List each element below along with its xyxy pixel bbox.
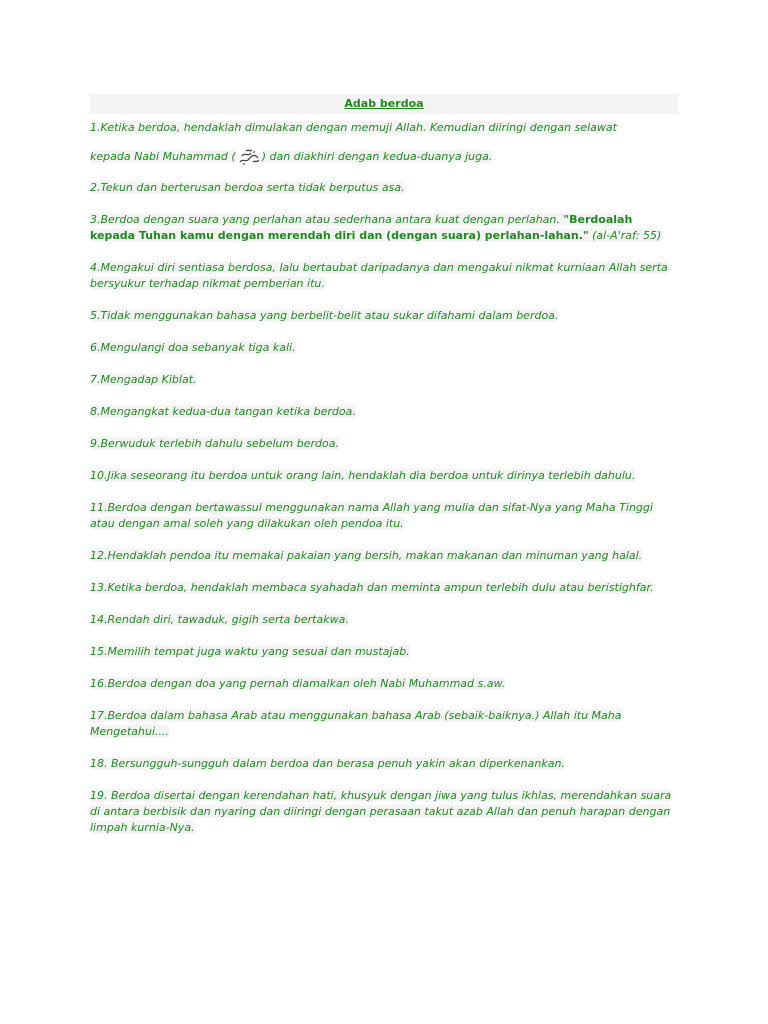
list-item-16 [90,676,678,692]
list-item-text: kepada Nabi Muhammad ( [90,150,236,163]
list-item-17 [90,708,678,740]
list-item-12 [90,548,678,564]
list-item-8 [90,404,678,420]
list-item-text: 3.Berdoa dengan suara yang perlahan atau sederhana antara kuat dengan perlahan. [90,213,564,226]
list-item-1-continued [90,148,678,166]
list-item-3 [90,212,678,244]
list-item-19 [90,788,678,836]
list-item-7 [90,372,678,388]
list-item-text: 10.Jika seseorang itu berdoa untuk orang lain, hendaklah dia berdoa untuk dirinya terlebih dahulu. [90,469,636,482]
list-item-5 [90,308,678,324]
list-item-text: 7.Mengadap Kiblat. [90,373,197,386]
list-item-text: 18. Bersungguh-sungguh dalam berdoa dan berasa penuh yakin akan diperkenankan. [90,757,565,770]
list-item-text: 17.Berdoa dalam bahasa Arab atau menggunakan bahasa Arab (sebaik-baiknya.) Allah itu Maha Mengetahui.... [90,709,622,738]
list-item-text: 11.Berdoa dengan bertawassul menggunakan nama Allah yang mulia dan sifat-Nya yang Maha Tinggi atau dengan amal soleh yang dilakukan oleh pendoa itu. [90,501,653,530]
list-item-18 [90,756,678,772]
list-item-text: 15.Memilih tempat juga waktu yang sesuai dan mustajab. [90,645,410,658]
list-item-text: 5.Tidak menggunakan bahasa yang berbelit-belit atau sukar difahami dalam berdoa. [90,309,559,322]
list-item-4 [90,260,678,292]
page-title: Adab berdoa [344,97,424,110]
list-item-11 [90,500,678,532]
list-item-text: 2.Tekun dan berterusan berdoa serta tidak berputus asa. [90,181,405,194]
list-item-1 [90,120,678,136]
salawat-calligraphy-icon [237,148,261,166]
list-item-text: 6.Mengulangi doa sebanyak tiga kali. [90,341,296,354]
list-item-text: 9.Berwuduk terlebih dahulu sebelum berdoa. [90,437,339,450]
list-item-6 [90,340,678,356]
list-item-text: 4.Mengakui diri sentiasa berdosa, lalu bertaubat daripadanya dan mengakui nikmat kurniaan Allah serta bersyukur terhadap nikmat pemberian itu. [90,261,668,290]
title-bar [90,94,678,114]
article-content [90,94,678,852]
list-item-13 [90,580,678,596]
list-item-text: 1.Ketika berdoa, hendaklah dimulakan dengan memuji Allah. Kemudian diiringi dengan selawat [90,121,617,134]
list-item-text: 16.Berdoa dengan doa yang pernah diamalkan oleh Nabi Muhammad s.aw. [90,677,506,690]
list-item-15 [90,644,678,660]
list-item-2 [90,180,678,196]
list-item-text: 8.Mengangkat kedua-dua tangan ketika berdoa. [90,405,356,418]
quran-quote: "Berdoalah kepada Tuhan kamu dengan merendah diri dan (dengan suara) perlahan-lahan." [90,213,633,242]
list-item-text: (al-A'raf: 55) [588,229,662,242]
list-item-9 [90,436,678,452]
list-item-text: 13.Ketika berdoa, hendaklah membaca syahadah dan meminta ampun terlebih dulu atau beristighfar. [90,581,654,594]
list-item-10 [90,468,678,484]
list-item-text: ) dan diakhiri dengan kedua-duanya juga. [261,150,493,163]
list-item-text: 12.Hendaklah pendoa itu memakai pakaian yang bersih, makan makanan dan minuman yang halal. [90,549,643,562]
list-item-text: 14.Rendah diri, tawaduk, gigih serta bertakwa. [90,613,349,626]
list-item-text: 19. Berdoa disertai dengan kerendahan hati, khusyuk dengan jiwa yang tulus ikhlas, merendahkan suara di antara berbisik dan nyaring dan diiringi dengan perasaan takut azab Allah dan penuh harapan dengan limpah kurnia-Nya. [90,789,672,834]
list-item-14 [90,612,678,628]
